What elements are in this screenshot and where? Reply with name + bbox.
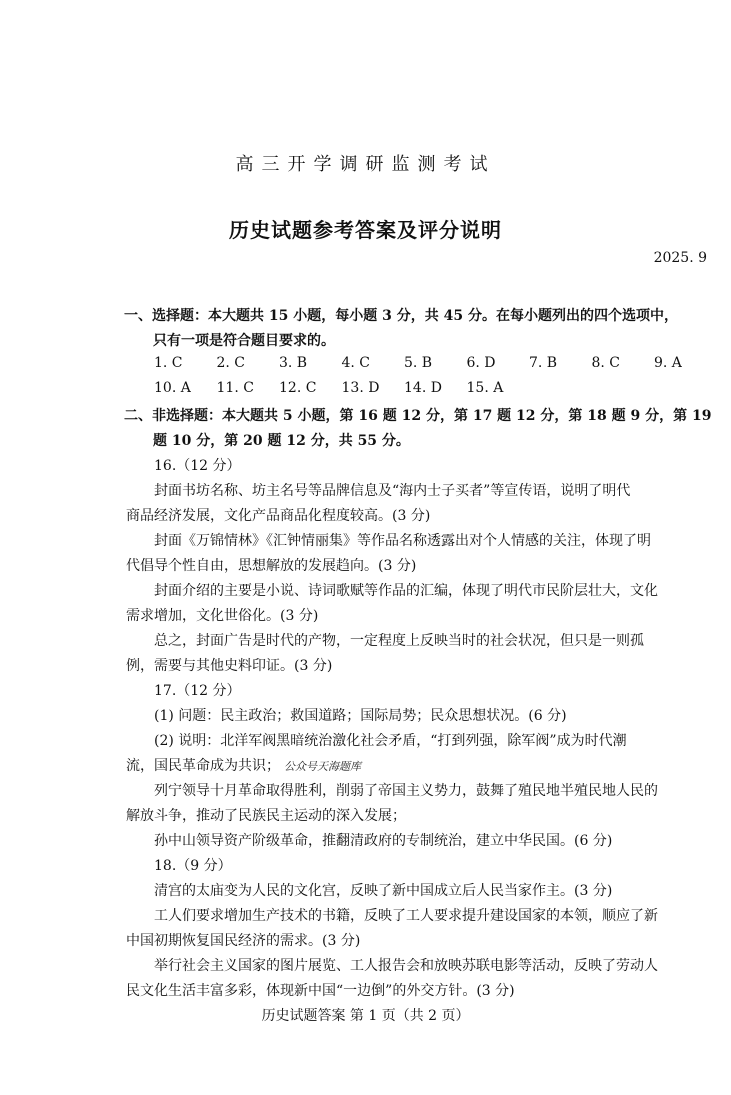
answer-item: 6. D: [466, 355, 496, 371]
answer-item: 5. B: [404, 355, 433, 371]
answer-item: 11. C: [216, 380, 254, 396]
q18-paragraph: 民文化生活丰富多彩，体现新中国“一边倒”的外交方针。(3 分): [126, 983, 515, 999]
part1-title-line2: 只有一项是符合题目要求的。: [153, 333, 335, 349]
q18-heading: 18.（9 分）: [154, 858, 232, 874]
answer-item: 12. C: [279, 380, 317, 396]
answer-item: 15. A: [466, 380, 504, 396]
page-footer: 历史试题答案 第 1 页（共 2 页）: [261, 1008, 470, 1024]
answer-item: 4. C: [341, 355, 371, 371]
answer-item: 7. B: [529, 355, 558, 371]
watermark-text: 公众号天海题库: [284, 760, 361, 773]
part2-title-line2: 题 10 分，第 20 题 12 分，共 55 分。: [153, 433, 410, 449]
answer-item: 14. D: [404, 380, 442, 396]
q17-paragraph: (1) 问题：民主政治；救国道路；国际局势；民众思想状况。(6 分): [154, 708, 567, 724]
q18-paragraph: 中国初期恢复国民经济的需求。(3 分): [126, 933, 361, 949]
document-title: 历史试题参考答案及评分说明: [229, 218, 502, 242]
answers-row-1: [154, 355, 717, 371]
answer-item: 13. D: [341, 380, 380, 396]
answer-item: 10. A: [154, 380, 191, 396]
q17-paragraph: [126, 755, 361, 775]
document-date: 2025. 9: [653, 250, 707, 266]
q16-heading: 16.（12 分）: [154, 458, 241, 474]
answers-row-2: [154, 380, 529, 396]
q17-paragraph-text: 流，国民革命成为共识；: [126, 758, 280, 774]
q16-paragraph: 封面书坊名称、坊主名号等品牌信息及“海内士子买者”等宣传语，说明了明代: [154, 483, 631, 499]
q16-paragraph: 需求增加，文化世俗化。(3 分): [126, 608, 319, 624]
q16-paragraph: 封面介绍的主要是小说、诗词歌赋等作品的汇编，体现了明代市民阶层壮大，文化: [154, 583, 658, 599]
q16-paragraph: 总之，封面广告是时代的产物，一定程度上反映当时的社会状况，但只是一则孤: [154, 633, 644, 649]
q17-paragraph: 解放斗争，推动了民族民主运动的深入发展；: [126, 808, 406, 824]
part2-title-line1: 二、非选择题：本大题共 5 小题，第 16 题 12 分，第 17 题 12 分，第 18 题 9 分，第 19: [124, 408, 712, 424]
q17-paragraph: 孙中山领导资产阶级革命，推翻清政府的专制统治，建立中华民国。(6 分): [154, 833, 613, 849]
q18-paragraph: 举行社会主义国家的图片展览、工人报告会和放映苏联电影等活动，反映了劳动人: [154, 958, 658, 974]
answer-item: 8. C: [591, 355, 621, 371]
q17-heading: 17.（12 分）: [154, 683, 241, 699]
q17-paragraph: 列宁领导十月革命取得胜利，削弱了帝国主义势力，鼓舞了殖民地半殖民地人民的: [154, 783, 658, 799]
exam-title: 高三开学调研监测考试: [235, 154, 496, 175]
q16-paragraph: 商品经济发展，文化产品商品化程度较高。(3 分): [126, 508, 431, 524]
q18-paragraph: 清宫的太庙变为人民的文化宫，反映了新中国成立后人民当家作主。(3 分): [154, 883, 613, 899]
answer-item: 1. C: [154, 355, 183, 371]
answer-item: 3. B: [279, 355, 308, 371]
q16-paragraph: 封面《万锦情林》《汇钟情丽集》等作品名称透露出对个人情感的关注，体现了明: [154, 533, 651, 549]
q17-paragraph: (2) 说明：北洋军阀黑暗统治激化社会矛盾，“打到列强，除军阀”成为时代潮: [154, 733, 627, 749]
q18-paragraph: 工人们要求增加生产技术的书籍，反映了工人要求提升建设国家的本领，顺应了新: [154, 908, 658, 924]
answer-item: 9. A: [654, 355, 682, 371]
part1-title-line1: 一、选择题：本大题共 15 小题，每小题 3 分，共 45 分。在每小题列出的四个选项中，: [124, 308, 678, 324]
q16-paragraph: 代倡导个性自由，思想解放的发展趋向。(3 分): [126, 558, 417, 574]
answer-item: 2. C: [216, 355, 246, 371]
q16-paragraph: 例，需要与其他史料印证。(3 分): [126, 658, 333, 674]
